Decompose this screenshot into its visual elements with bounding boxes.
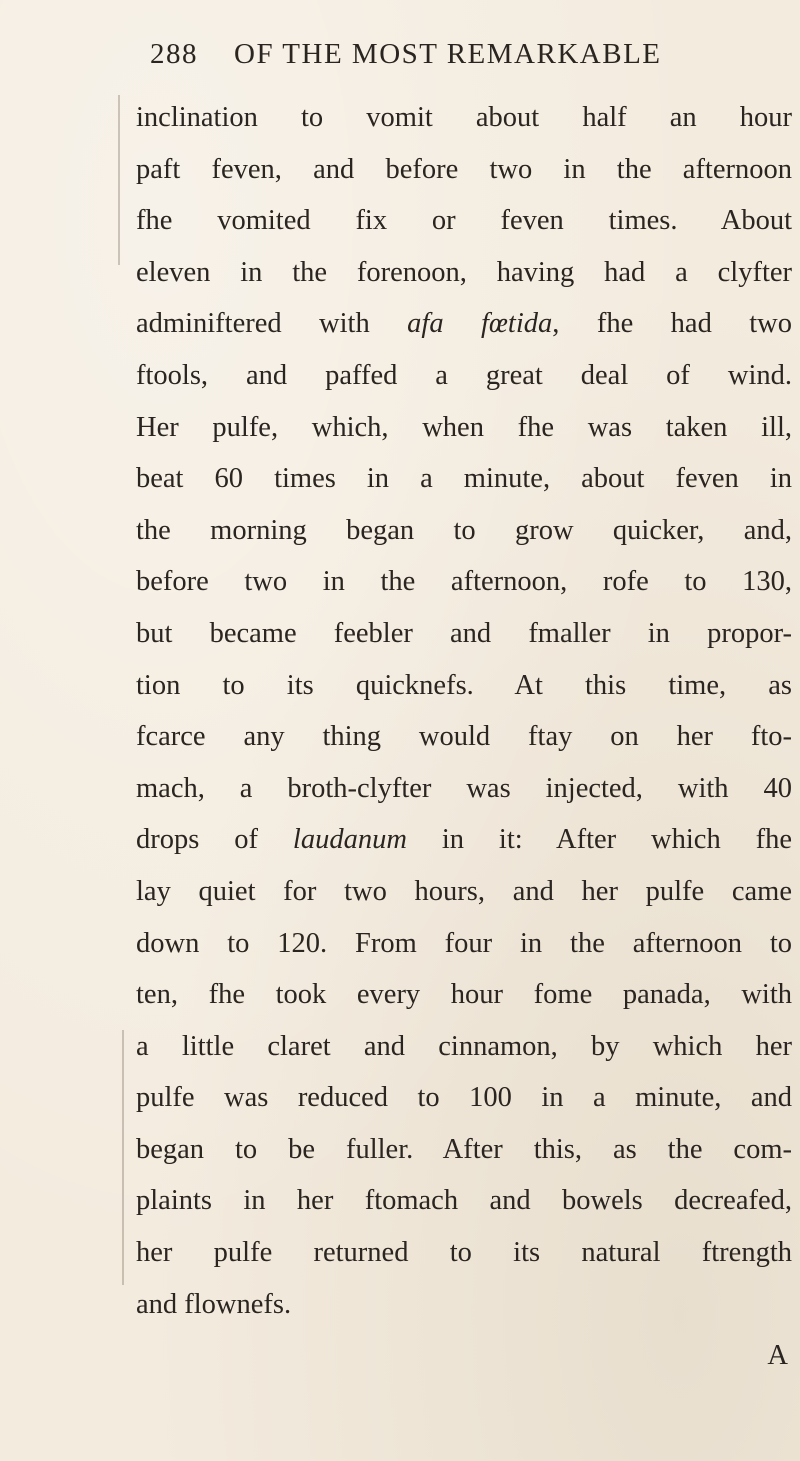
text-line xyxy=(136,763,792,815)
text-run: began to be fuller. After this, as the com- xyxy=(136,1133,792,1165)
text-run: inclination to vomit about half an hour xyxy=(136,102,792,133)
text-line xyxy=(136,402,792,454)
text-run: fcarce any thing would ftay on her fto- xyxy=(136,721,792,753)
text-line xyxy=(136,556,792,608)
text-line xyxy=(136,92,792,144)
text-run: tion to its quicknefs. At this time, as xyxy=(136,669,792,701)
margin-line-mark xyxy=(122,1030,124,1285)
text-line xyxy=(136,298,792,350)
body-text xyxy=(136,92,792,1382)
text-line xyxy=(136,660,792,712)
text-line xyxy=(136,453,792,505)
text-run: the morning began to grow quicker, and, xyxy=(136,514,792,546)
catchword: A xyxy=(767,1340,788,1372)
text-run: , fhe had two xyxy=(552,308,793,340)
text-run: fhe vomited fix or feven times. About xyxy=(136,205,792,237)
text-run: adminiftered with xyxy=(136,308,408,340)
text-line xyxy=(136,918,792,970)
text-line xyxy=(136,1021,792,1073)
running-head xyxy=(150,38,790,78)
text-run: ten, fhe took every hour fome panada, with xyxy=(136,979,792,1011)
text-line xyxy=(136,711,792,763)
text-line xyxy=(136,1175,792,1227)
text-line xyxy=(136,608,792,660)
text-run: Her pulfe, which, when fhe was taken ill, xyxy=(136,411,792,443)
text-run: her pulfe returned to its natural ftrength xyxy=(136,1237,792,1269)
margin-line-mark xyxy=(118,95,120,265)
text-run: lay quiet for two hours, and her pulfe came xyxy=(136,875,792,907)
text-run: down to 120. From four in the afternoon to xyxy=(136,927,792,959)
text-line xyxy=(136,1124,792,1176)
text-run: eleven in the forenoon, having had a clyfter xyxy=(136,256,792,288)
text-line xyxy=(136,866,792,918)
text-run: before two in the afternoon, rofe to 130, xyxy=(136,566,792,598)
text-run: ftools, and paffed a great deal of wind. xyxy=(136,359,792,391)
text-line xyxy=(136,195,792,247)
text-line xyxy=(136,1279,792,1331)
text-run: paft feven, and before two in the afternoon xyxy=(136,153,792,185)
text-line xyxy=(136,505,792,557)
text-line xyxy=(136,969,792,1021)
page-number: 288 xyxy=(150,38,198,70)
text-run: beat 60 times in a minute, about feven in xyxy=(136,463,792,495)
text-run: drops of xyxy=(136,824,293,856)
text-line xyxy=(136,350,792,402)
text-run: a little claret and cinnamon, by which her xyxy=(136,1030,792,1062)
italic-term: afa fœtida xyxy=(407,308,553,340)
text-line xyxy=(136,144,792,196)
text-line xyxy=(136,814,792,866)
text-run: mach, a broth-clyfter was injected, with 40 xyxy=(136,772,792,804)
text-run: but became feebler and fmaller in propor- xyxy=(136,617,792,649)
text-line xyxy=(136,1227,792,1279)
text-run: in it: After which fhe xyxy=(406,824,792,856)
text-line xyxy=(136,1072,792,1124)
text-run: plaints in her ftomach and bowels decreafed, xyxy=(136,1185,792,1217)
text-run: and flownefs. xyxy=(136,1288,292,1320)
text-line xyxy=(136,247,792,299)
text-run: pulfe was reduced to 100 in a minute, and xyxy=(136,1082,792,1114)
italic-term: laudanum xyxy=(292,824,407,856)
running-title: OF THE MOST REMARKABLE xyxy=(234,38,662,70)
